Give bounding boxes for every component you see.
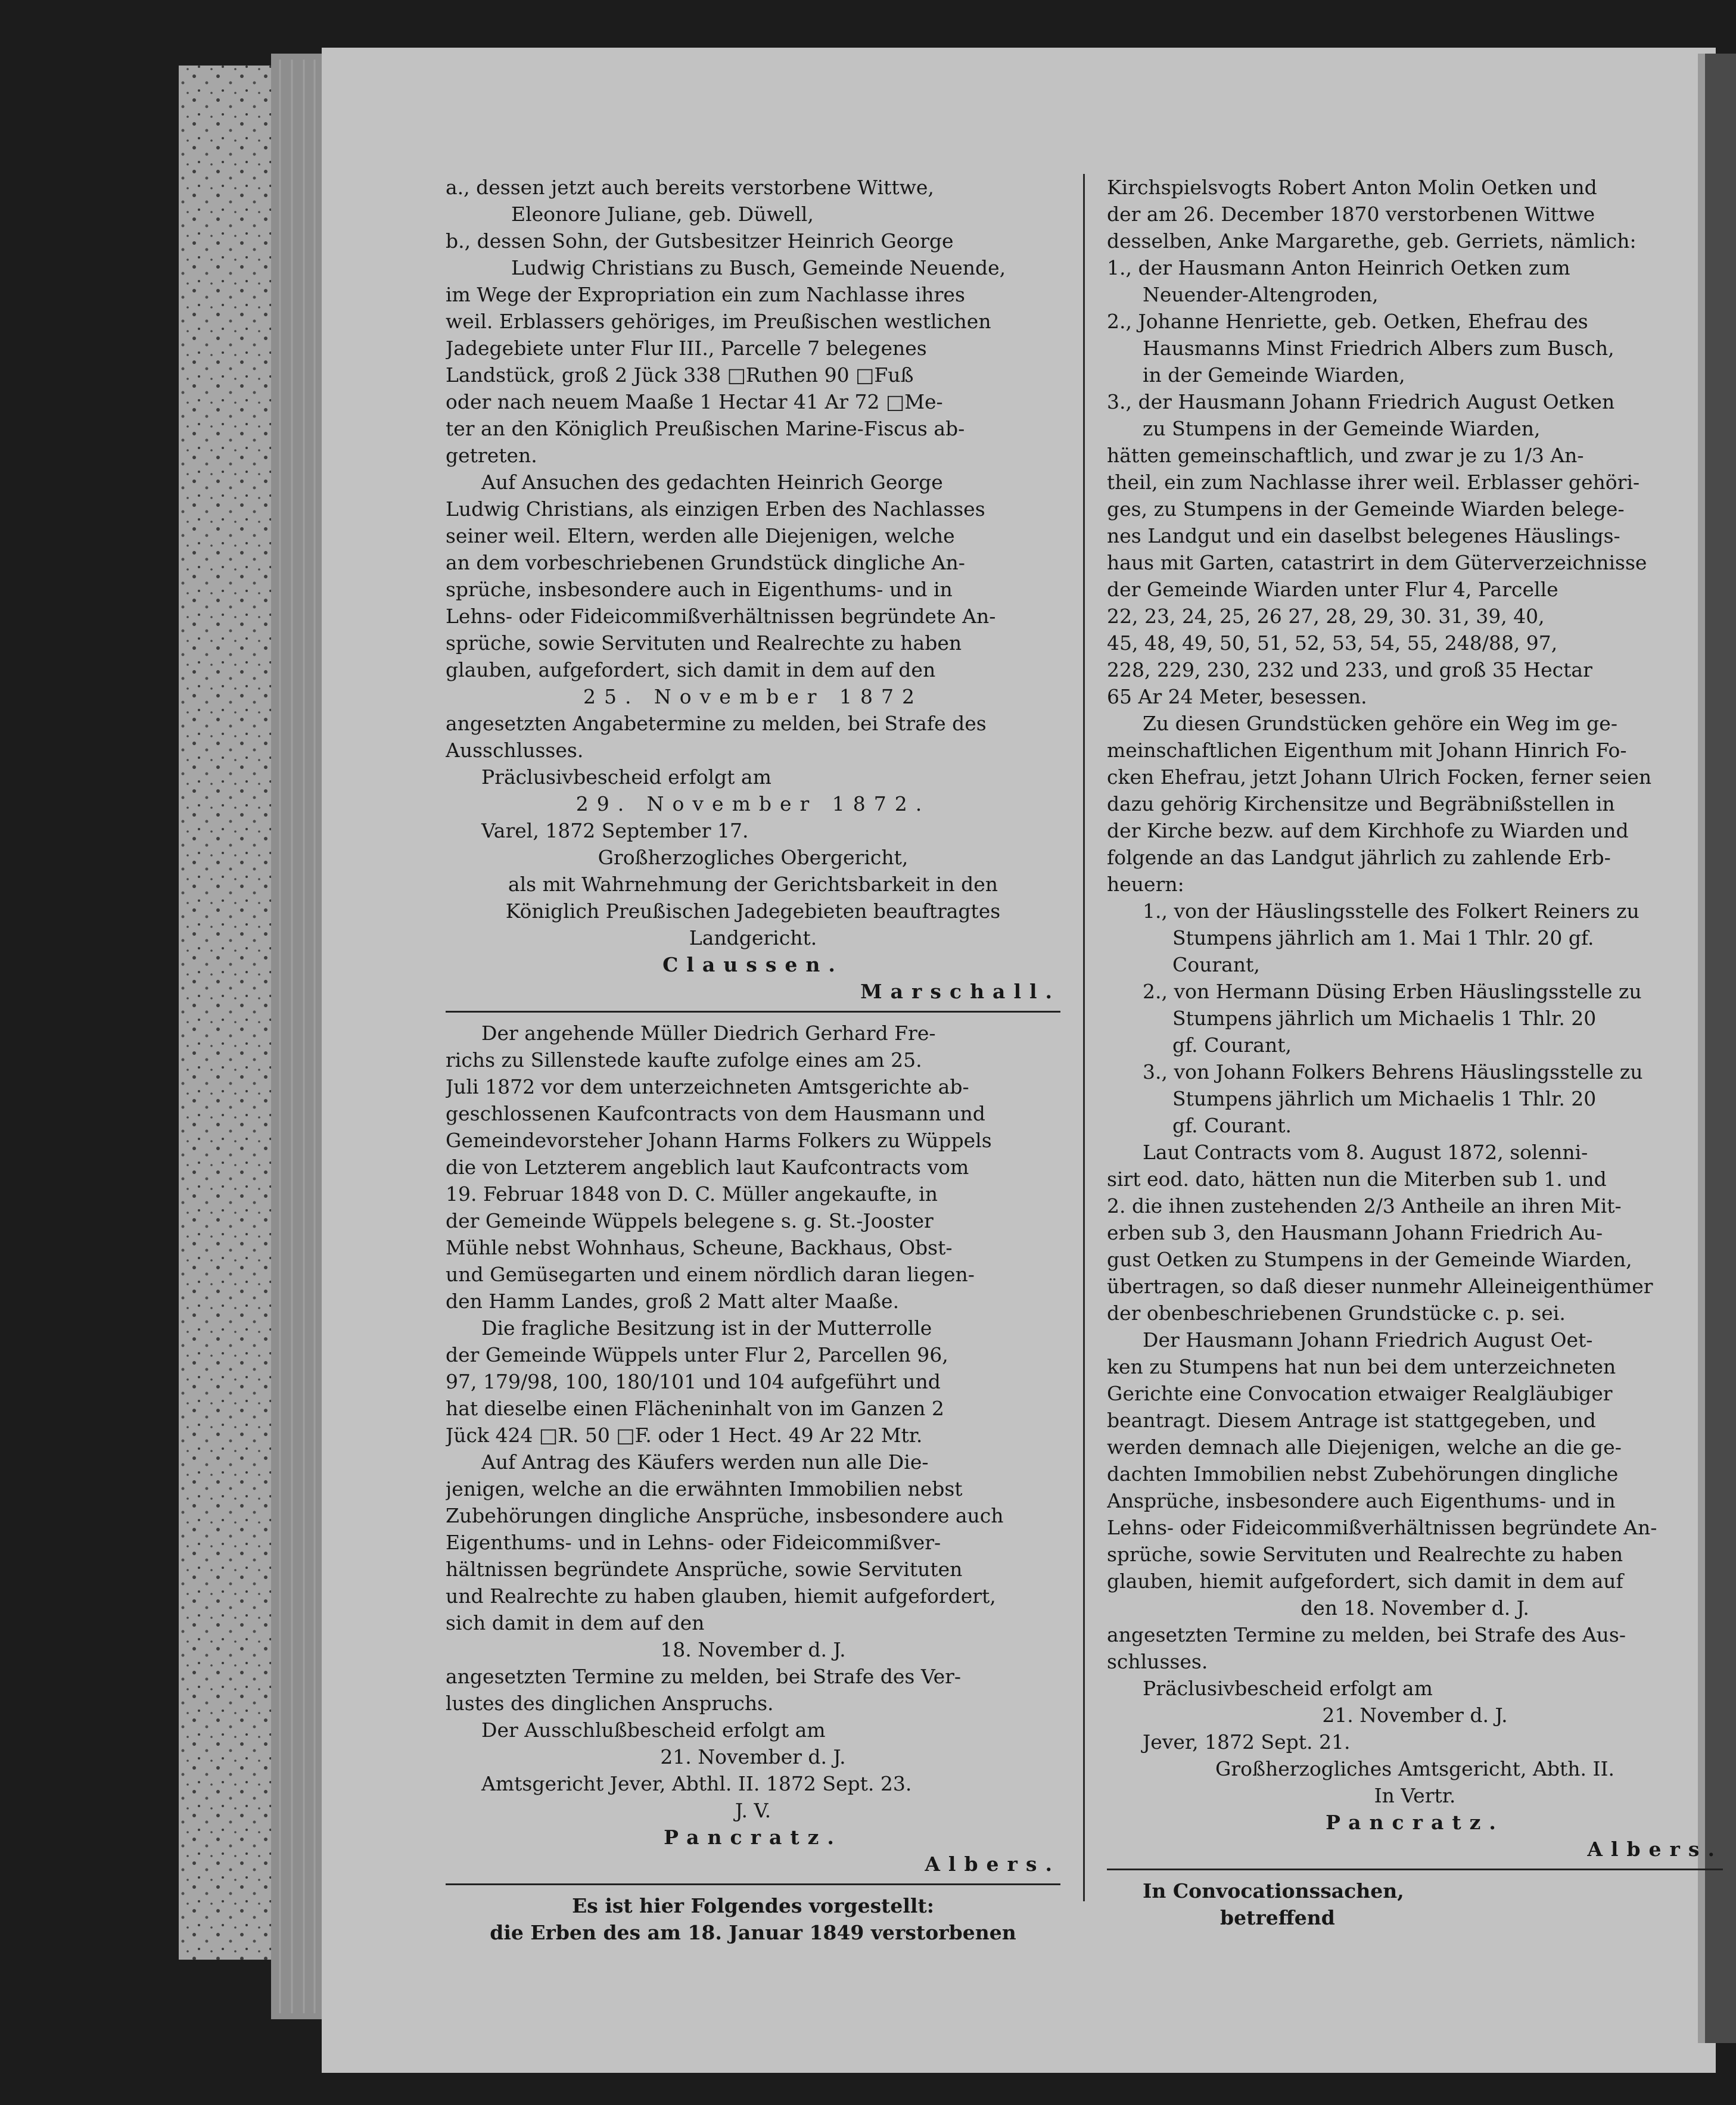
text-line: der Kirche bezw. auf dem Kirchhofe zu Wiarden und [1107, 819, 1629, 842]
text-line: a., dessen jetzt auch bereits verstorbene Wittwe, [446, 176, 934, 199]
text-line: Hausmanns Minst Friedrich Albers zum Busch, [1143, 337, 1614, 360]
text-line: angesetzten Termine zu melden, bei Strafe des Aus- [1107, 1623, 1626, 1646]
text-line: 97, 179/98, 100, 180/101 und 104 aufgeführt und [446, 1370, 941, 1393]
text-line: dazu gehörig Kirchensitze und Begräbnißstellen in [1107, 792, 1615, 815]
text-line: Die fragliche Besitzung ist in der Mutterrolle [481, 1316, 932, 1340]
text-line: 2., von Hermann Düsing Erben Häuslingsstelle zu [1143, 980, 1642, 1003]
signature-name: Albers. [925, 1852, 1060, 1876]
text-line: 2., Johanne Henriette, geb. Oetken, Ehefrau des [1107, 310, 1588, 333]
text-line: der Gemeinde Wiarden unter Flur 4, Parcelle [1107, 578, 1558, 601]
text-line: 19. Februar 1848 von D. C. Müller angekaufte, in [446, 1182, 938, 1206]
text-line: Ludwig Christians zu Busch, Gemeinde Neuende, [511, 256, 1006, 279]
date-line: 21. November d. J. [660, 1745, 846, 1768]
text-line: Lehns- oder Fideicommißverhältnissen begründete An- [1107, 1516, 1657, 1539]
text-line: schlusses. [1107, 1650, 1208, 1673]
signature-name: Albers. [1587, 1838, 1723, 1861]
text-line: glauben, hiemit aufgefordert, sich damit in dem auf [1107, 1570, 1623, 1593]
text-line: 228, 229, 230, 232 und 233, und groß 35 Hectar [1107, 658, 1592, 681]
text-line: Gerichte eine Convocation etwaiger Realgläubiger [1107, 1382, 1613, 1405]
text-line: Laut Contracts vom 8. August 1872, solenni- [1143, 1141, 1588, 1164]
text-line: Jück 424 □R. 50 □F. oder 1 Hect. 49 Ar 22 Mtr. [446, 1424, 923, 1447]
text-line: nes Landgut und ein daselbst belegenes Häuslings- [1107, 524, 1620, 547]
text-line: Stumpens jährlich am 1. Mai 1 Thlr. 20 gf. [1172, 926, 1594, 949]
text-line: zu Stumpens in der Gemeinde Wiarden, [1143, 417, 1541, 440]
text-line: hätten gemeinschaftlich, und zwar je zu 1/3 An- [1107, 444, 1584, 467]
text-line: seiner weil. Eltern, werden alle Diejenigen, welche [446, 524, 955, 547]
text-line: b., dessen Sohn, der Gutsbesitzer Heinrich George [446, 229, 954, 253]
text-line: In Convocationssachen, [1143, 1879, 1404, 1902]
text-line: als mit Wahrnehmung der Gerichtsbarkeit in den [508, 873, 998, 896]
text-line: haus mit Garten, catastrirt in dem Güterverzeichnisse [1107, 551, 1647, 574]
text-line: Stumpens jährlich um Michaelis 1 Thlr. 20 [1172, 1087, 1597, 1110]
text-line: heuern: [1107, 873, 1184, 896]
text-line: der Gemeinde Wüppels unter Flur 2, Parcellen 96, [446, 1343, 948, 1366]
text-line: angesetzten Termine zu melden, bei Strafe des Ver- [446, 1665, 962, 1688]
text-line: gust Oetken zu Stumpens in der Gemeinde Wiarden, [1107, 1248, 1632, 1271]
place-date-line: Jever, 1872 Sept. 21. [1143, 1730, 1351, 1754]
text-line: geschlossenen Kaufcontracts von dem Hausmann und [446, 1102, 985, 1125]
text-line: Auf Ansuchen des gedachten Heinrich George [481, 471, 943, 494]
date-line: 18. November d. J. [660, 1638, 846, 1661]
text-line: Es ist hier Folgendes vorgestellt: [572, 1894, 934, 1917]
text-line: werden demnach alle Diejenigen, welche an die ge- [1107, 1435, 1622, 1459]
signature-name: Claussen. [662, 953, 844, 976]
text-line: weil. Erblassers gehöriges, im Preußischen westlichen [446, 310, 991, 333]
text-line: sprüche, insbesondere auch in Eigenthums- und in [446, 578, 953, 601]
text-line: erben sub 3, den Hausmann Johann Friedrich Au- [1107, 1221, 1603, 1244]
text-line: der obenbeschriebenen Grundstücke c. p. sei. [1107, 1301, 1566, 1325]
signature-name: Pancratz. [1326, 1811, 1504, 1834]
text-line: Lehns- oder Fideicommißverhältnissen begründete An- [446, 605, 996, 628]
text-line: glauben, aufgefordert, sich damit in dem auf den [446, 658, 936, 681]
text-line: oder nach neuem Maaße 1 Hectar 41 Ar 72 □Me- [446, 390, 943, 413]
text-line: in der Gemeinde Wiarden, [1143, 363, 1405, 387]
text-line: ken zu Stumpens hat nun bei dem unterzeichneten [1107, 1355, 1616, 1378]
section-rule [446, 1011, 1060, 1013]
text-line: im Wege der Expropriation ein zum Nachlasse ihres [446, 283, 965, 306]
column-divider [1083, 174, 1085, 1901]
text-line: Auf Antrag des Käufers werden nun alle Die- [481, 1450, 929, 1474]
date-line: den 18. November d. J. [1301, 1596, 1529, 1620]
place-date-line: Varel, 1872 September 17. [481, 819, 749, 842]
text-line: 3., von Johann Folkers Behrens Häuslingsstelle zu [1143, 1060, 1643, 1083]
text-line: getreten. [446, 444, 537, 467]
text-line: übertragen, so daß dieser nunmehr Alleineigenthümer [1107, 1275, 1653, 1298]
text-line: Präclusivbescheid erfolgt am [481, 765, 771, 789]
text-line: cken Ehefrau, jetzt Johann Ulrich Focken, ferner seien [1107, 765, 1652, 789]
text-line: jenigen, welche an die erwähnten Immobilien nebst [446, 1477, 963, 1500]
text-line: beantragt. Diesem Antrage ist stattgegeben, und [1107, 1409, 1596, 1432]
text-line: sich damit in dem auf den [446, 1611, 705, 1634]
text-line: Stumpens jährlich um Michaelis 1 Thlr. 20 [1172, 1007, 1597, 1030]
right-column [1107, 174, 1723, 1931]
text-line: sprüche, sowie Servituten und Realrechte zu haben [446, 631, 962, 655]
text-line: 22, 23, 24, 25, 26 27, 28, 29, 30. 31, 39, 40, [1107, 605, 1545, 628]
text-line: ter an den Königlich Preußischen Marine-Fiscus ab- [446, 417, 965, 440]
text-line: die von Letzterem angeblich laut Kaufcontracts vom [446, 1156, 969, 1179]
text-line: Gemeindevorsteher Johann Harms Folkers zu Wüppels [446, 1129, 992, 1152]
section-rule [446, 1883, 1060, 1885]
text-line: gf. Courant. [1172, 1114, 1292, 1137]
left-column [446, 174, 1060, 1946]
text-line: Landstück, groß 2 Jück 338 □Ruthen 90 □Fuß [446, 363, 914, 387]
text-line: Jadegebiete unter Flur III., Parcelle 7 belegenes [446, 337, 927, 360]
text-line: Landgericht. [689, 926, 817, 949]
text-line: Eleonore Juliane, geb. Düwell, [511, 203, 814, 226]
text-line: Ansprüche, insbesondere auch Eigenthums- und in [1107, 1489, 1616, 1512]
text-line: Königlich Preußischen Jadegebieten beauftragtes [505, 899, 1001, 923]
court-name: Großherzogliches Obergericht, [598, 846, 909, 869]
text-line: Präclusivbescheid erfolgt am [1143, 1677, 1433, 1700]
text-line: und Realrechte zu haben glauben, hiemit aufgefordert, [446, 1584, 996, 1608]
text-line: lustes des dinglichen Anspruchs. [446, 1692, 774, 1715]
signature-name: Marschall. [860, 980, 1060, 1003]
text-line: 45, 48, 49, 50, 51, 52, 53, 54, 55, 248/88, 97, [1107, 631, 1558, 655]
text-line: richs zu Sillenstede kaufte zufolge eines am 25. [446, 1048, 922, 1072]
text-line: Kirchspielsvogts Robert Anton Molin Oetken und [1107, 176, 1597, 199]
text-line: 3., der Hausmann Johann Friedrich August Oetken [1107, 390, 1615, 413]
text-line: 1., der Hausmann Anton Heinrich Oetken zum [1107, 256, 1570, 279]
text-line: In Vertr. [1374, 1784, 1456, 1807]
text-line: Courant, [1172, 953, 1260, 976]
text-line: Mühle nebst Wohnhaus, Scheune, Backhaus, Obst- [446, 1236, 953, 1259]
signature-name: Pancratz. [664, 1826, 842, 1849]
text-line: und Gemüsegarten und einem nördlich daran liegen- [446, 1263, 975, 1286]
text-line: an dem vorbeschriebenen Grundstück dingliche An- [446, 551, 965, 574]
text-line: gf. Courant, [1172, 1033, 1292, 1057]
text-line: ges, zu Stumpens in der Gemeinde Wiarden belege- [1107, 497, 1625, 521]
text-line: Ausschlusses. [446, 739, 584, 762]
date-line: 21. November d. J. [1322, 1704, 1508, 1727]
text-line: 2. die ihnen zustehenden 2/3 Antheile an ihren Mit- [1107, 1194, 1622, 1217]
text-line: der Gemeinde Wüppels belegene s. g. St.-Jooster [446, 1209, 934, 1232]
text-line: Neuender-Altengroden, [1143, 283, 1379, 306]
text-line: betreffend [1220, 1906, 1335, 1929]
text-line: Zu diesen Grundstücken gehöre ein Weg im ge- [1143, 712, 1617, 735]
text-line: angesetzten Angabetermine zu melden, bei Strafe des [446, 712, 987, 735]
text-line: Juli 1872 vor dem unterzeichneten Amtsgerichte ab- [446, 1075, 969, 1098]
text-line: Der Hausmann Johann Friedrich August Oet- [1143, 1328, 1593, 1352]
text-line: Zubehörungen dingliche Ansprüche, insbesondere auch [446, 1504, 1004, 1527]
text-line: J. V. [735, 1799, 771, 1822]
text-line: hat dieselbe einen Flächeninhalt von im Ganzen 2 [446, 1397, 944, 1420]
text-line: hältnissen begründete Ansprüche, sowie Servituten [446, 1558, 963, 1581]
text-line: Eigenthums- und in Lehns- oder Fideicommißver- [446, 1531, 941, 1554]
text-line: folgende an das Landgut jährlich zu zahlende Erb- [1107, 846, 1611, 869]
court-name: Amtsgericht Jever, Abthl. II. 1872 Sept. 23. [481, 1772, 912, 1795]
text-line: den Hamm Landes, groß 2 Matt alter Maaße. [446, 1290, 900, 1313]
text-line: theil, ein zum Nachlasse ihrer weil. Erblasser gehöri- [1107, 471, 1640, 494]
text-line: sprüche, sowie Servituten und Realrechte zu haben [1107, 1543, 1623, 1566]
text-line: dachten Immobilien nebst Zubehörungen dingliche [1107, 1462, 1619, 1486]
date-line: 29. November 1872. [575, 792, 931, 815]
text-line: die Erben des am 18. Januar 1849 verstorbenen [490, 1921, 1016, 1944]
text-line: Der angehende Müller Diedrich Gerhard Fre- [481, 1022, 936, 1045]
text-line: Ludwig Christians, als einzigen Erben des Nachlasses [446, 497, 985, 521]
text-line: der am 26. December 1870 verstorbenen Wittwe [1107, 203, 1595, 226]
text-line: 1., von der Häuslingsstelle des Folkert Reiners zu [1143, 899, 1639, 923]
text-line: Der Ausschlußbescheid erfolgt am [481, 1718, 826, 1742]
text-line: sirt eod. dato, hätten nun die Miterben sub 1. und [1107, 1167, 1607, 1191]
court-name: Großherzogliches Amtsgericht, Abth. II. [1215, 1757, 1615, 1780]
date-line: 25. November 1872 [583, 685, 923, 708]
section-rule [1107, 1869, 1723, 1870]
text-line: desselben, Anke Margarethe, geb. Gerriets, nämlich: [1107, 229, 1637, 253]
text-line: meinschaftlichen Eigenthum mit Johann Hinrich Fo- [1107, 739, 1627, 762]
text-line: 65 Ar 24 Meter, besessen. [1107, 685, 1367, 708]
